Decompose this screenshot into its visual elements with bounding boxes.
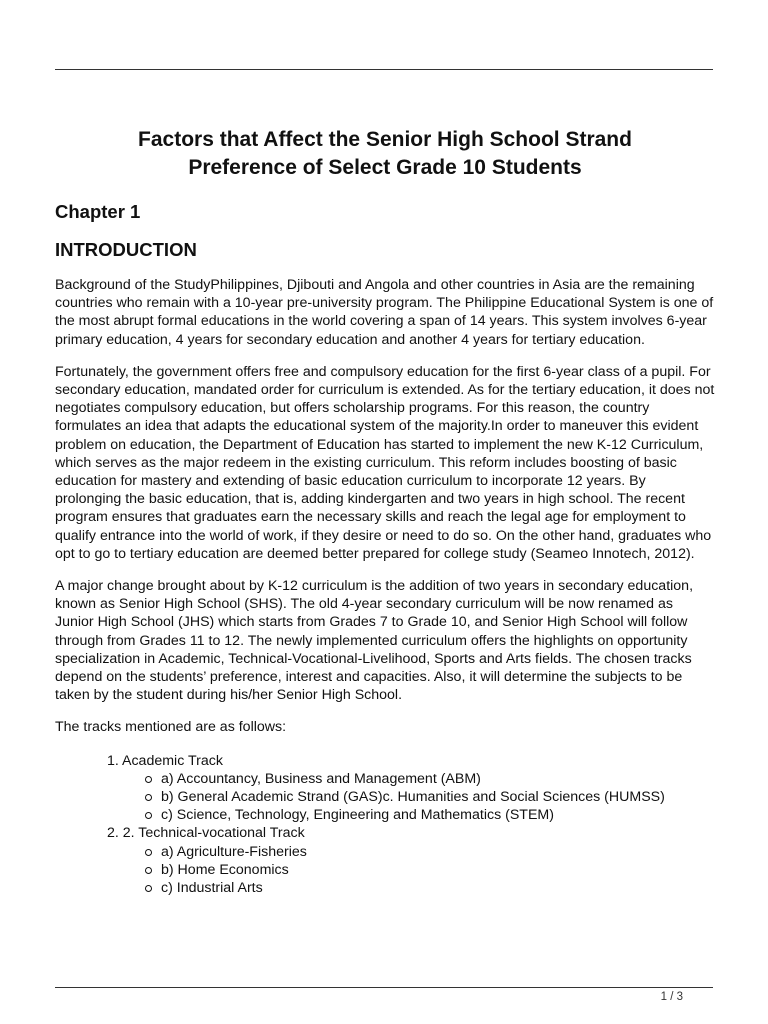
top-rule — [55, 69, 713, 70]
track-label: 1. Academic Track — [107, 752, 223, 769]
strand-item: c) Science, Technology, Engineering and Mathematics (STEM) — [143, 806, 715, 824]
strand-list — [107, 770, 715, 825]
track-item — [107, 824, 715, 897]
title-line-1: Factors that Affect the Senior High School Strand — [138, 128, 632, 151]
page-number: 1 / 3 — [660, 991, 683, 1003]
track-item — [107, 752, 715, 825]
title-line-2: Preference of Select Grade 10 Students — [188, 156, 582, 179]
strand-item: b) Home Economics — [143, 861, 715, 879]
paragraph-background: Background of the StudyPhilippines, Djibouti and Angola and other countries in Asia are the remaining countries who remain with a 10-year pre-university program. The Philippine Educational System is one of the most abrupt formal educations in the world covering a span of 14 years. This system involves 6-year primary education, 4 years for secondary education and another 4 years for tertiary education. — [55, 277, 714, 348]
tracks-list — [55, 752, 715, 898]
paragraph-government: Fortunately, the government offers free and compulsory education for the first 6-year class of a pupil. For secondary education, mandated order for curriculum is extended. As for the tertiary education, it does not negotiates compulsory education, but offers scholarship programs. For this reason, the country formulates an idea that adapts the educational system of the majority.In order to maneuver this evident problem on education, the Department of Education has started to implement the new K-12 Curriculum, which serves as the major redeem in the existing curriculum. This reform includes boosting of basic education for mastery and extending of basic education curriculum to incorporate 12 years. By prolonging the basic education, that is, adding kindergarten and two years in high school. The recent program ensures that graduates earn the necessary skills and reach the legal age for employment to qualify entrance into the world of work, if they desire or need to do so. On the other hand, graduates who opt to go to tertiary education are deemed better prepared for college study (Seameo Innotech, 2012). — [55, 363, 715, 562]
strand-list — [107, 843, 715, 898]
strand-item: c) Industrial Arts — [143, 879, 715, 897]
document-title — [55, 126, 715, 182]
strand-item: b) General Academic Strand (GAS)c. Humanities and Social Sciences (HUMSS) — [143, 788, 715, 806]
chapter-heading: Chapter 1 — [55, 201, 141, 222]
bottom-rule — [55, 987, 713, 988]
tracks-intro: The tracks mentioned are as follows: — [55, 719, 287, 736]
paragraph-k12-change: A major change brought about by K-12 curriculum is the addition of two years in secondary education, known as Senior High School (SHS). The old 4-year secondary curriculum will be now renamed as Junior High School (JHS) which starts from Grades 7 to Grade 10, and Senior High School will follow through from Grades 11 to 12. The newly implemented curriculum offers the highlights on opportunity specialization in Academic, Technical-Vocational-Livelihood, Sports and Arts fields. The chosen tracks depend on the students’ preference, interest and capacities. Also, it will determine the subjects to be taken by the student during his/her Senior High School. — [55, 578, 694, 704]
strand-item: a) Agriculture-Fisheries — [143, 843, 715, 861]
section-heading: INTRODUCTION — [55, 239, 197, 260]
track-label: 2. 2. Technical-vocational Track — [107, 825, 305, 842]
document-body — [55, 126, 715, 897]
strand-item: a) Accountancy, Business and Management (ABM) — [143, 770, 715, 788]
